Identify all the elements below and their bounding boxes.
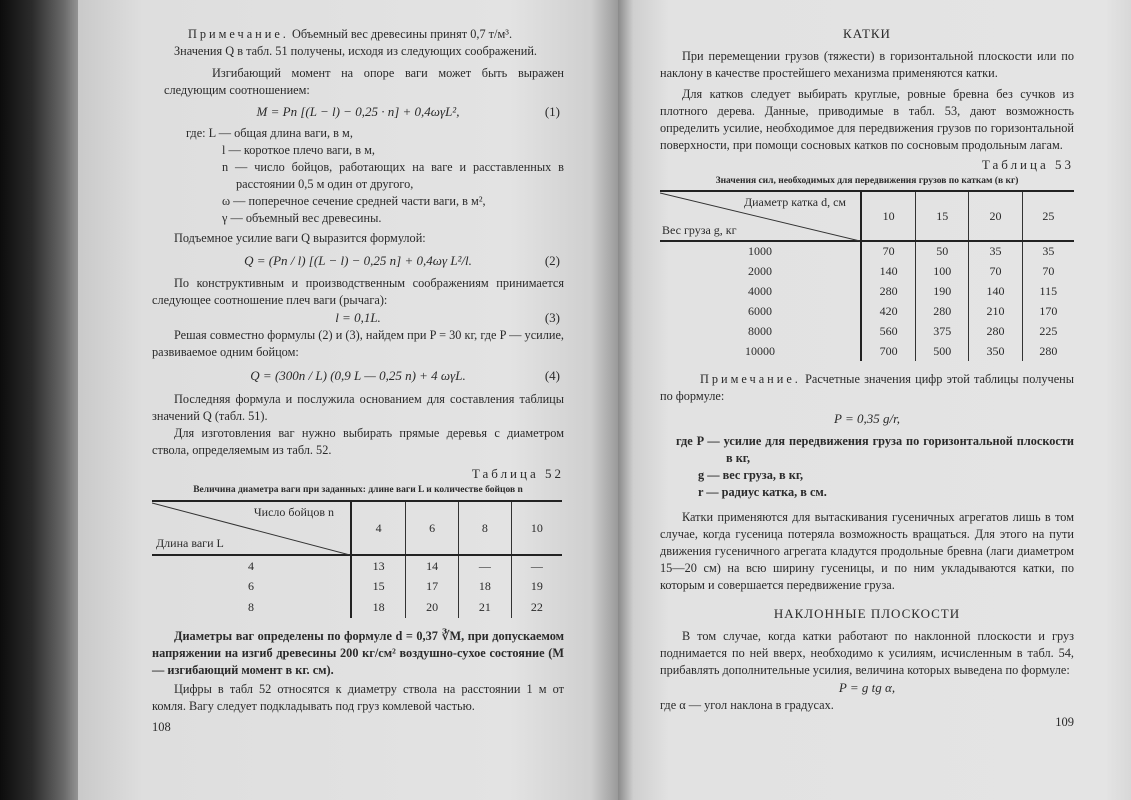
page-number: 109 [1055, 715, 1074, 729]
table-cell: 15 [351, 576, 406, 597]
note [152, 26, 564, 43]
equation-number: (3) [544, 310, 560, 325]
table-row [660, 321, 1074, 341]
row-axis-header: Длина ваги L [156, 536, 224, 550]
column-axis-header: Диаметр катка d, см [743, 195, 846, 209]
table-cell: — [459, 555, 512, 576]
column-header: 6 [406, 501, 459, 555]
table-cell: 280 [969, 321, 1022, 341]
table-title: Величина диаметра ваги при заданных: длине ваги L и количестве бойцов n [193, 485, 523, 495]
paragraph: При перемещении грузов (тяжести) в горизонтальной плоскости или по наклону в качестве простейшего механизма применяются катки. [660, 49, 1074, 80]
left-page-content [152, 26, 564, 736]
table-cell: 18 [459, 576, 512, 597]
table-cell: 35 [1042, 244, 1055, 258]
table-cell: 14 [406, 555, 459, 576]
paragraph: Подъемное усилие ваги Q выразится формулой: [174, 231, 426, 245]
table-cell: 70 [861, 241, 916, 261]
right-page-content [660, 24, 1074, 731]
table-row [152, 555, 562, 576]
table-cell: 560 [861, 321, 916, 341]
where-list [660, 433, 1074, 501]
table-cell: 17 [406, 576, 459, 597]
section-heading: НАКЛОННЫЕ ПЛОСКОСТИ [773, 606, 961, 621]
paragraph: По конструктивным и производственным соображениям принимается следующее соотношение плеч ваги (рычага): [152, 276, 564, 307]
table-cell: 280 [916, 301, 969, 321]
table-cell: 70 [969, 261, 1022, 281]
table-cell: 18 [351, 597, 406, 618]
table-cell: 280 [1039, 343, 1058, 358]
equation-4: Q = (300n / L) (0,9 L — 0,25 n) + 4 ωγL. [250, 368, 466, 383]
table-cell: 19 [530, 579, 543, 593]
where-item: g — вес груза, в кг, [698, 468, 804, 482]
table-corner-header [660, 191, 861, 241]
note [660, 371, 1074, 405]
table-label: Таблица 52 [471, 466, 564, 481]
where-item: где: L — общая длина ваги, в м, [186, 126, 353, 140]
row-label: 10000 [660, 341, 861, 361]
table-53 [660, 190, 1074, 361]
row-label: 2000 [660, 261, 861, 281]
equation-3-row [152, 309, 564, 327]
paragraph: Диаметры ваг определены по формуле d = 0,37 ∛M, при допускаемом напряжении на изгиб древесины 200 кг/см² воздушно-сухое состояние (M — изгибающий момент в кг. см). [152, 629, 564, 677]
column-axis-header: Число бойцов n [253, 505, 334, 519]
note-text: Объемный вес древесины принят 0,7 т/м³. [288, 27, 513, 41]
paragraph: Последняя формула и послужила основанием для составления таблицы значений Q (табл. 51). [152, 392, 564, 423]
table-cell: 70 [1042, 263, 1055, 278]
equation-number: (2) [544, 253, 560, 268]
equation: P = 0,35 g/r, [834, 411, 900, 426]
equation-number: (1) [544, 104, 560, 119]
table-label: Таблица 53 [981, 157, 1074, 172]
table-cell: 420 [861, 301, 916, 321]
paragraph: Решая совместно формулы (2) и (3), найдем при P = 30 кг, где P — усилие, развиваемое одним бойцом: [152, 328, 564, 359]
section-heading: КАТКИ [843, 26, 891, 41]
table-row [660, 341, 1074, 361]
row-label: 1000 [660, 241, 861, 261]
table-row [660, 281, 1074, 301]
row-label: 6000 [660, 301, 861, 321]
paragraph: Значения Q в табл. 51 получены, исходя из следующих соображений. [174, 44, 537, 58]
table-cell: 140 [969, 281, 1022, 301]
where-item: γ — объемный вес древесины. [222, 211, 382, 225]
paragraph: Цифры в табл 52 относятся к диаметру ствола на расстоянии 1 м от комля. Вагу следует подкладывать под груз комлевой частью. [152, 682, 564, 713]
table-cell: 170 [1039, 303, 1058, 318]
row-label: 8000 [660, 321, 861, 341]
where-item: ω — поперечное сечение средней части ваги, в м², [222, 194, 486, 208]
note-label: Примечание. [700, 372, 801, 386]
column-header: 10 [530, 520, 543, 535]
paragraph: В том случае, когда катки работают по наклонной плоскости и груз поднимается по ней вверх, необходимо к усилиям, исчисленным в табл. 54, прибавлять дополнительные усилия, величина которых выведена по формуле: [660, 629, 1074, 677]
table-cell: 13 [351, 555, 406, 576]
table-cell: 35 [969, 241, 1022, 261]
table-cell: 190 [916, 281, 969, 301]
table-corner-header [152, 501, 351, 555]
table-cell: — [530, 558, 543, 573]
table-cell: 210 [969, 301, 1022, 321]
note-label: Примечание. [188, 27, 289, 41]
column-header: 10 [861, 191, 916, 241]
equation-row [660, 679, 1074, 697]
row-axis-header: Вес груза g, кг [662, 223, 737, 237]
table-row [660, 261, 1074, 281]
equation-2: Q = (Pn / l) [(L − l) − 0,25 n] + 0,4ωγ L²/l. [244, 253, 472, 268]
table-cell: 21 [459, 597, 512, 618]
table-cell: 280 [861, 281, 916, 301]
table-row [152, 597, 562, 618]
table-cell: 500 [916, 341, 969, 361]
table-cell: 140 [861, 261, 916, 281]
right-page [618, 0, 1131, 800]
table-cell: 225 [1039, 323, 1058, 338]
equation-3: l = 0,1L. [335, 310, 381, 325]
paragraph: Изгибающий момент на опоре ваги может быть выражен следующим соотношением: [164, 66, 564, 97]
where-list [152, 125, 564, 227]
table-cell: 115 [1039, 283, 1058, 298]
table-title: Значения сил, необходимых для передвижения грузов по каткам (в кг) [715, 176, 1019, 186]
column-header: 25 [1042, 208, 1055, 223]
equation-4-row [152, 361, 564, 391]
equation: P = g tg α, [838, 680, 896, 695]
paragraph: Для катков следует выбирать круглые, ровные бревна без сучков из плотного дерева. Данные, приводимые в табл. 53, дают возможность определить усилие, необходимое для передвижения грузов по горизонтальной поверхности, при помощи сосновых катков по сосновым продольным лагам. [660, 87, 1074, 152]
where-item: n — число бойцов, работающих на ваге и расставленных в расстоянии 0,5 м один от другого, [222, 160, 564, 191]
equation-1: M = Pn [(L − l) − 0,25 · n] + 0,4ωγL², [256, 104, 460, 119]
where-item: l — короткое плечо ваги, в м, [222, 143, 375, 157]
paragraph: Для изготовления ваг нужно выбирать прямые деревья с диаметром ствола, определяемым из табл. 52. [152, 426, 564, 457]
table-52 [152, 500, 562, 618]
table-row [660, 301, 1074, 321]
equation-1-row [152, 101, 564, 123]
equation-2-row [152, 247, 564, 275]
equation-number: (4) [544, 368, 560, 383]
paragraph: Катки применяются для вытаскивания гусеничных агрегатов лишь в том случае, когда гусеница потеряла возможность вращаться. Для этого на пути движения гусеничного агрегата кладутся продольные бревна (лаги диаметром 15—20 см) на всю ширину гусеницы, и по ним укладываются катки, по которым и совершается передвижение груза. [660, 510, 1074, 592]
note-text: Расчетные значения цифр этой таблицы получены по формуле: [660, 372, 1074, 403]
where-item: где P — усилие для передвижения груза по горизонтальной плоскости в кг, [676, 434, 1074, 465]
table-cell: 22 [530, 600, 543, 614]
table-cell: 700 [861, 341, 916, 361]
table-row [152, 576, 562, 597]
row-label: 6 [152, 576, 351, 597]
table-cell: 350 [969, 341, 1022, 361]
column-header: 4 [351, 501, 406, 555]
table-cell: 20 [406, 597, 459, 618]
equation-row [660, 405, 1074, 433]
row-label: 4 [152, 555, 351, 576]
row-label: 4000 [660, 281, 861, 301]
column-header: 15 [916, 191, 969, 241]
table-cell: 50 [916, 241, 969, 261]
table-cell: 100 [916, 261, 969, 281]
row-label: 8 [152, 597, 351, 618]
left-page [78, 0, 618, 800]
book-edge-shadow [0, 0, 80, 800]
where-item: r — радиус катка, в см. [698, 485, 827, 499]
page-number: 108 [152, 720, 171, 734]
column-header: 20 [969, 191, 1022, 241]
paragraph: где α — угол наклона в градусах. [660, 698, 834, 712]
table-cell: 375 [916, 321, 969, 341]
table-row [660, 241, 1074, 261]
column-header: 8 [459, 501, 512, 555]
